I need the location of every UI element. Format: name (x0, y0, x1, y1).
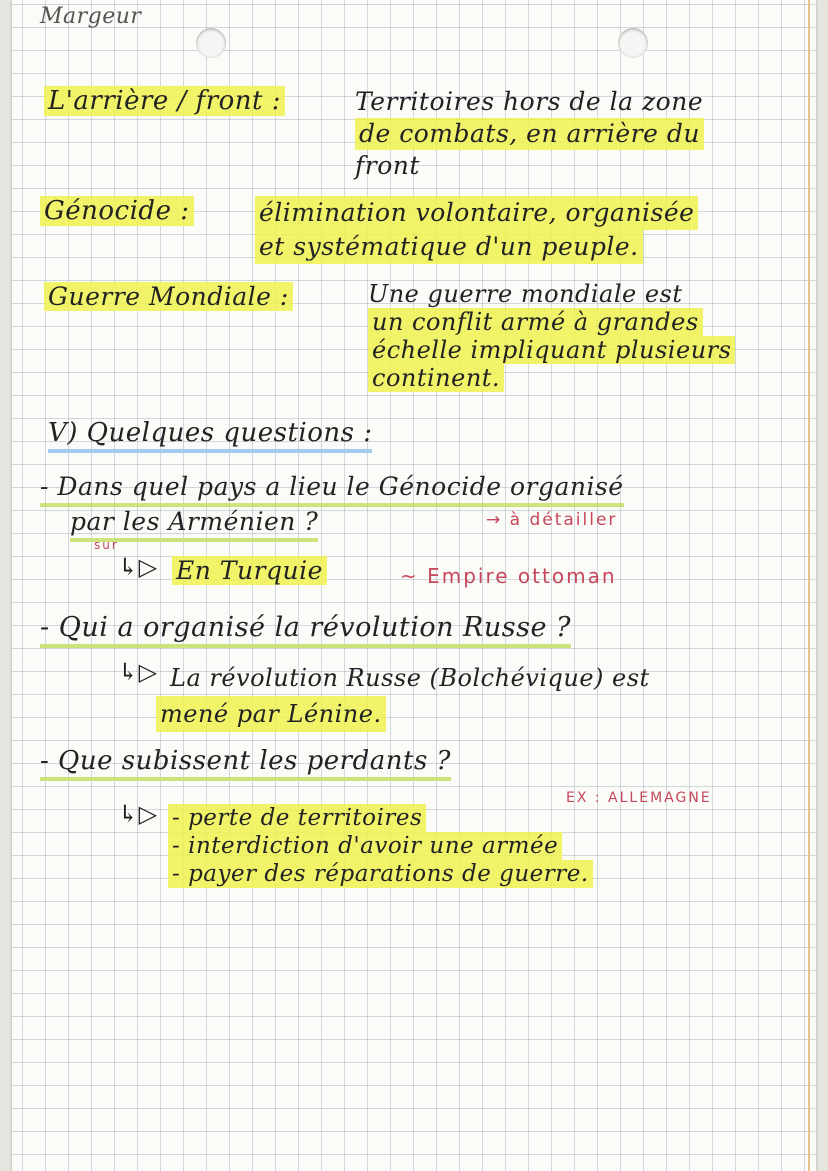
question-1 (40, 472, 624, 542)
annotation-example: EX : ALLEMAGNE (566, 790, 712, 806)
binder-hole-left (196, 28, 226, 58)
answer-line: mené par Lénine. (156, 696, 386, 732)
page-edge-line (808, 0, 810, 1171)
answer-1-note: ~ Empire ottoman (400, 564, 617, 588)
def-line: échelle impliquant plusieurs (368, 336, 735, 364)
def-line: front (355, 151, 420, 180)
definition-guerre-mondiale (368, 280, 735, 392)
def-line: de combats, en arrière du (355, 118, 704, 150)
question-line: - Dans quel pays a lieu le Génocide organisé (40, 472, 624, 507)
term-genocide: Génocide : (40, 196, 194, 226)
margin-label: Margeur (40, 4, 142, 29)
annotation-sur: sur (94, 538, 119, 552)
answer-arrow-icon: ↳▷ (118, 553, 158, 581)
term-guerre-mondiale: Guerre Mondiale : (44, 282, 293, 311)
annotation-detail: → à détailler (486, 510, 618, 530)
answer-line: La révolution Russe (Bolchévique) est (170, 664, 650, 692)
def-line: continent. (368, 364, 504, 392)
binder-hole-right (618, 28, 648, 58)
definition-arriere-front (355, 86, 704, 182)
answer-1: En Turquie (172, 556, 327, 585)
question-2: - Qui a organisé la révolution Russe ? (40, 612, 571, 648)
def-line: un conflit armé à grandes (368, 308, 703, 336)
term-arriere-front: L'arrière / front : (44, 86, 285, 116)
section-title: V) Quelques questions : (48, 418, 372, 453)
answer-arrow-icon: ↳▷ (118, 800, 158, 828)
answer-line: - interdiction d'avoir une armée (168, 832, 562, 860)
def-line: et systématique d'un peuple. (255, 230, 643, 264)
def-line: Territoires hors de la zone (355, 87, 704, 116)
def-line: Une guerre mondiale est (368, 280, 683, 308)
question-line: par les Arménien ? (70, 507, 318, 542)
definition-genocide (255, 196, 698, 264)
answer-arrow-icon: ↳▷ (118, 658, 158, 686)
answer-3 (168, 804, 593, 888)
answer-line: - payer des réparations de guerre. (168, 860, 593, 888)
question-3: - Que subissent les perdants ? (40, 746, 451, 781)
answer-line: - perte de territoires (168, 804, 426, 832)
answer-2 (160, 660, 650, 732)
def-line: élimination volontaire, organisée (255, 196, 698, 230)
